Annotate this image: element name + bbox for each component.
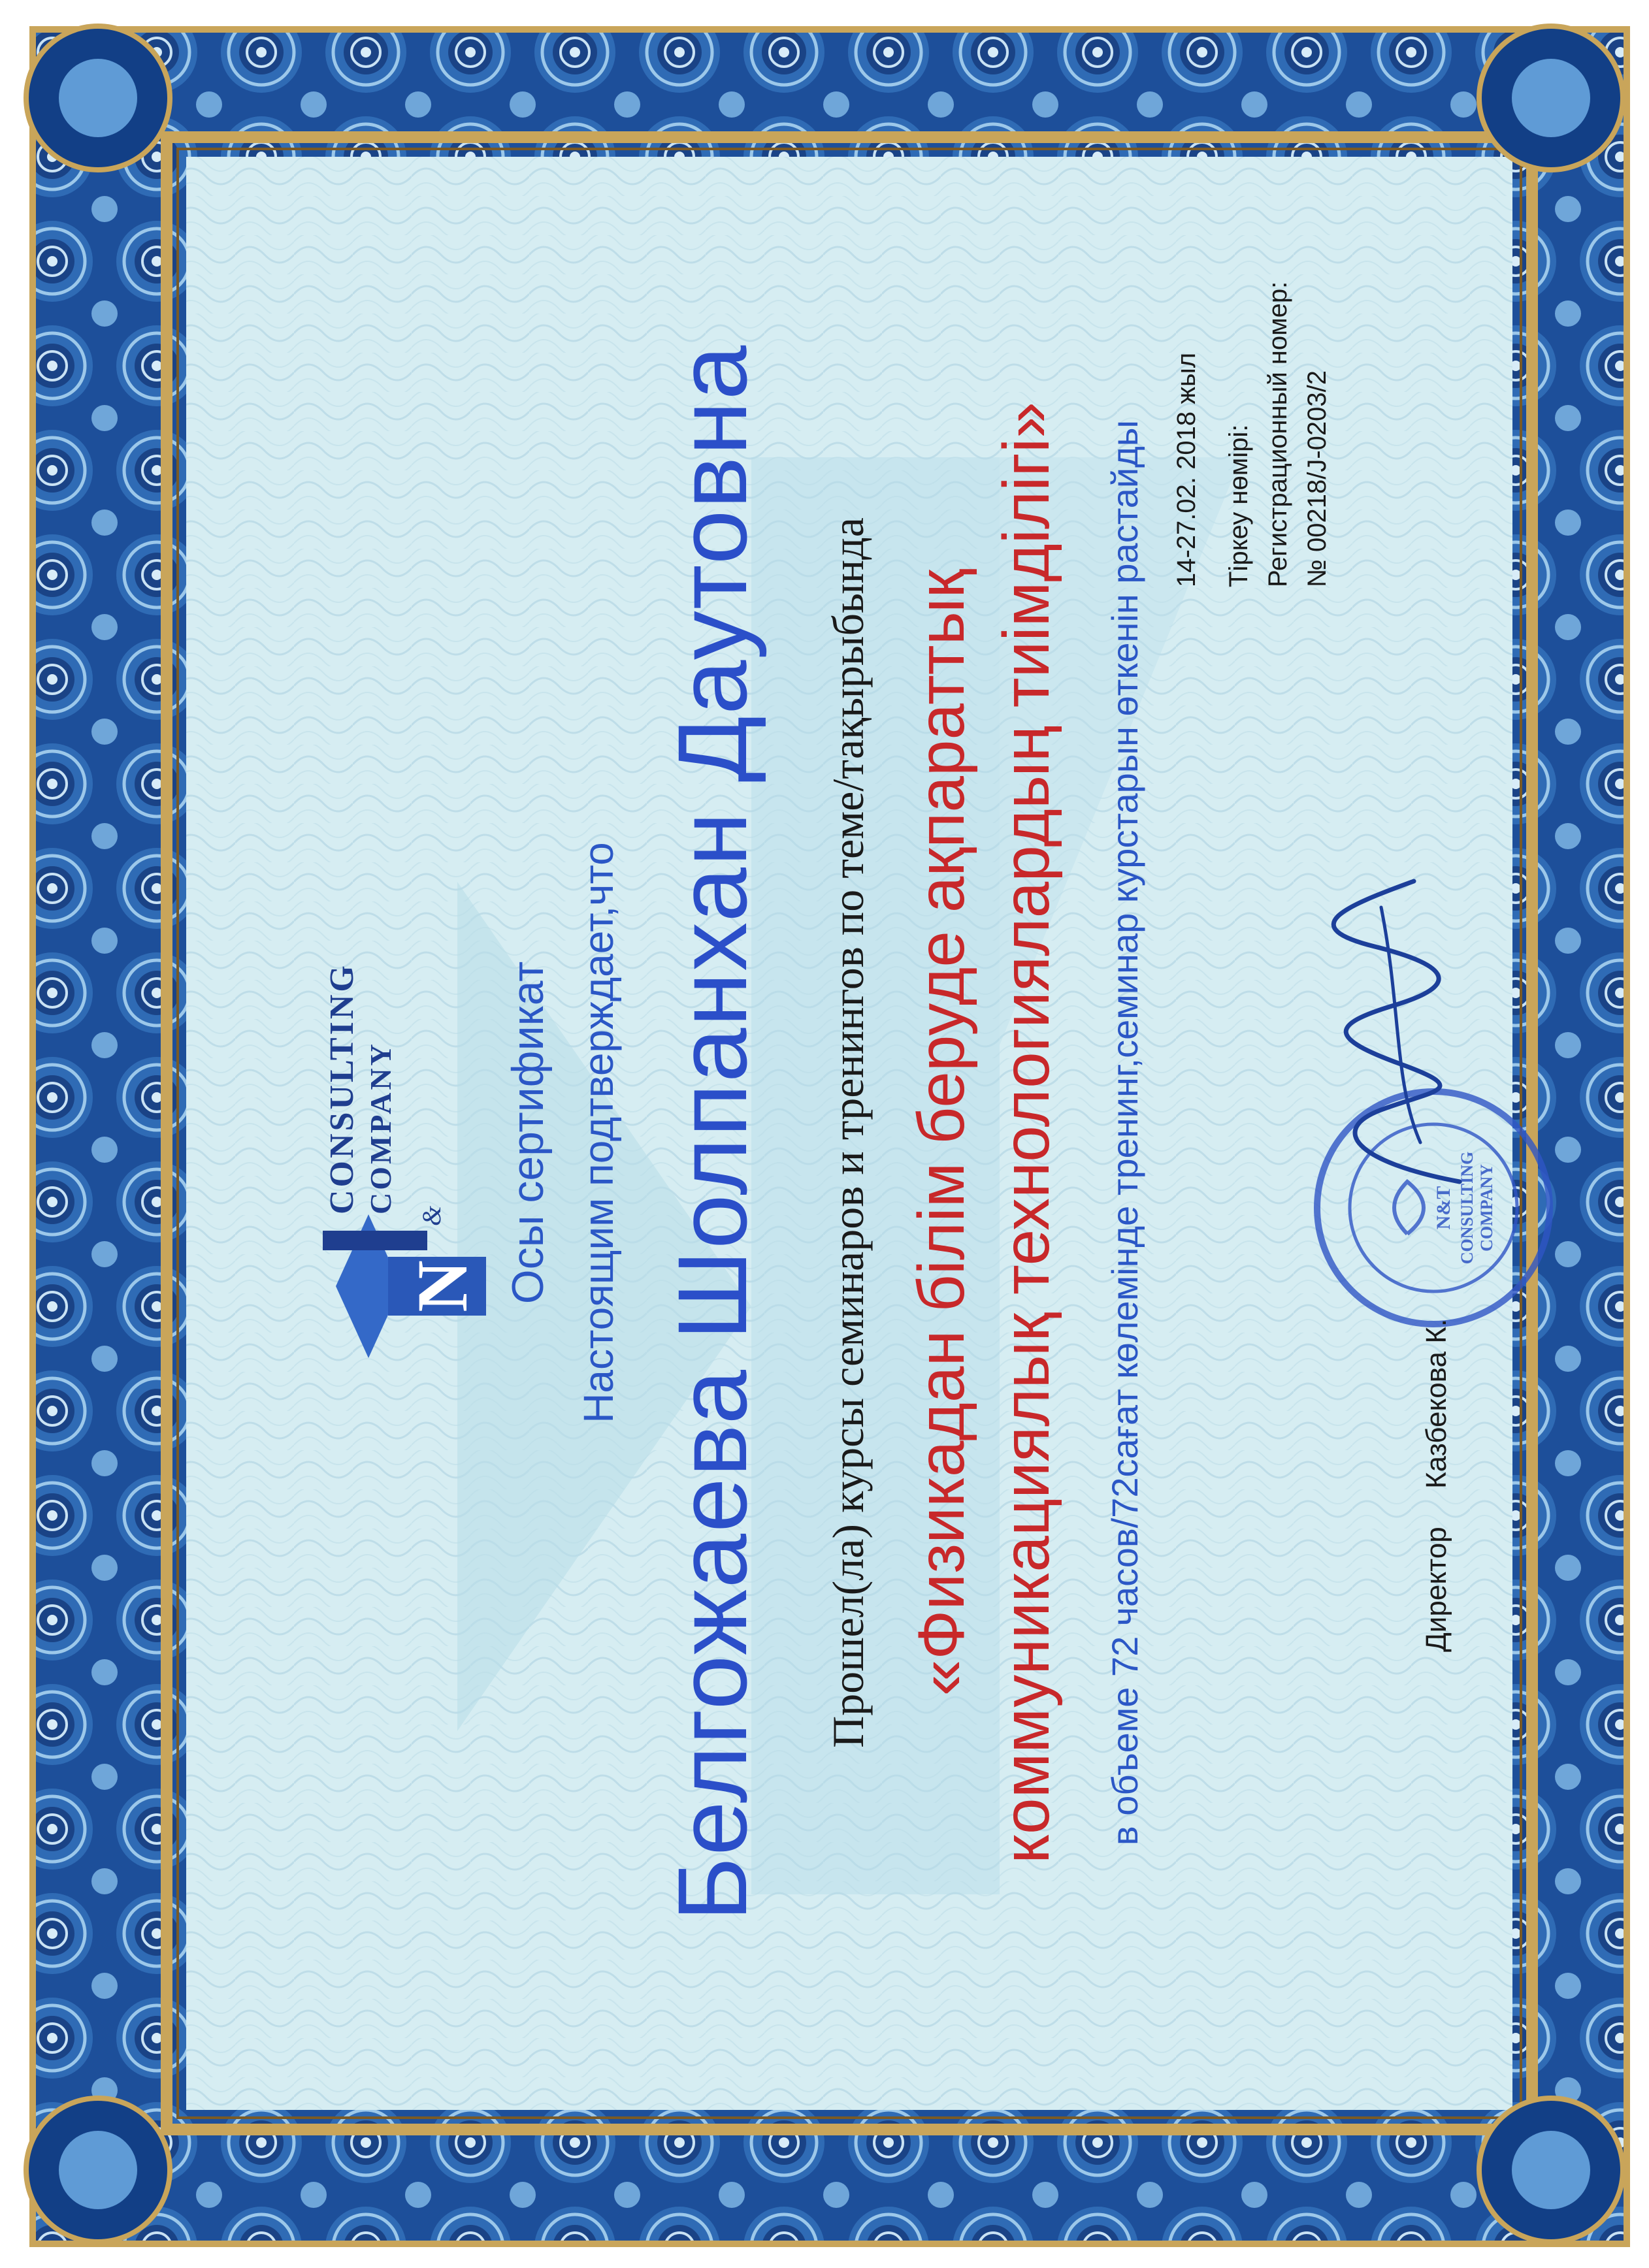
stamp-text-1: N&T (1433, 1186, 1454, 1230)
director-signature (1303, 862, 1499, 1201)
certificate-title-kz: Осы сертификат (503, 961, 553, 1304)
svg-text:&: & (417, 1205, 446, 1226)
registration-number: № 00218/J-0203/2 (1303, 370, 1331, 587)
registration-label-ru: Регистрационный номер: (1264, 281, 1292, 587)
stamp-text-2: CONSULTING (1458, 1151, 1477, 1265)
logo-text-consulting: CONSULTING (323, 963, 361, 1214)
course-intro: Прошел(ла) курсы семинаров и тренингов по теме/тақырыбында (823, 517, 873, 1748)
recipient-name: Белгожаева Шолпанхан Даутовна (657, 344, 767, 1922)
course-volume: в объеме 72 часов/72сағат көлемінде тренинг,семинар курстарын өткенін растайды (1104, 419, 1145, 1846)
course-dates: 14-27.02. 2018 жыл (1172, 352, 1201, 587)
svg-text:N: N (402, 1260, 482, 1312)
certificate-title-ru: Настоящим подтверждает,что (575, 842, 622, 1423)
stamp-text-3: COMPANY (1477, 1164, 1496, 1252)
director-name: Казбекова К. (1420, 1318, 1452, 1489)
course-topic-line-1: «Физикадан білім беруде ақпараттық (905, 569, 978, 1696)
logo-text-company: COMPANY (364, 1041, 397, 1214)
registration-label-kz: Тіркеу нөмірі: (1224, 424, 1253, 587)
course-topic-line-2: коммуникациялық технологиялардың тиімділігі» (990, 402, 1063, 1864)
director-label: Директор (1420, 1527, 1452, 1652)
certificate-content (140, 84, 1584, 2181)
